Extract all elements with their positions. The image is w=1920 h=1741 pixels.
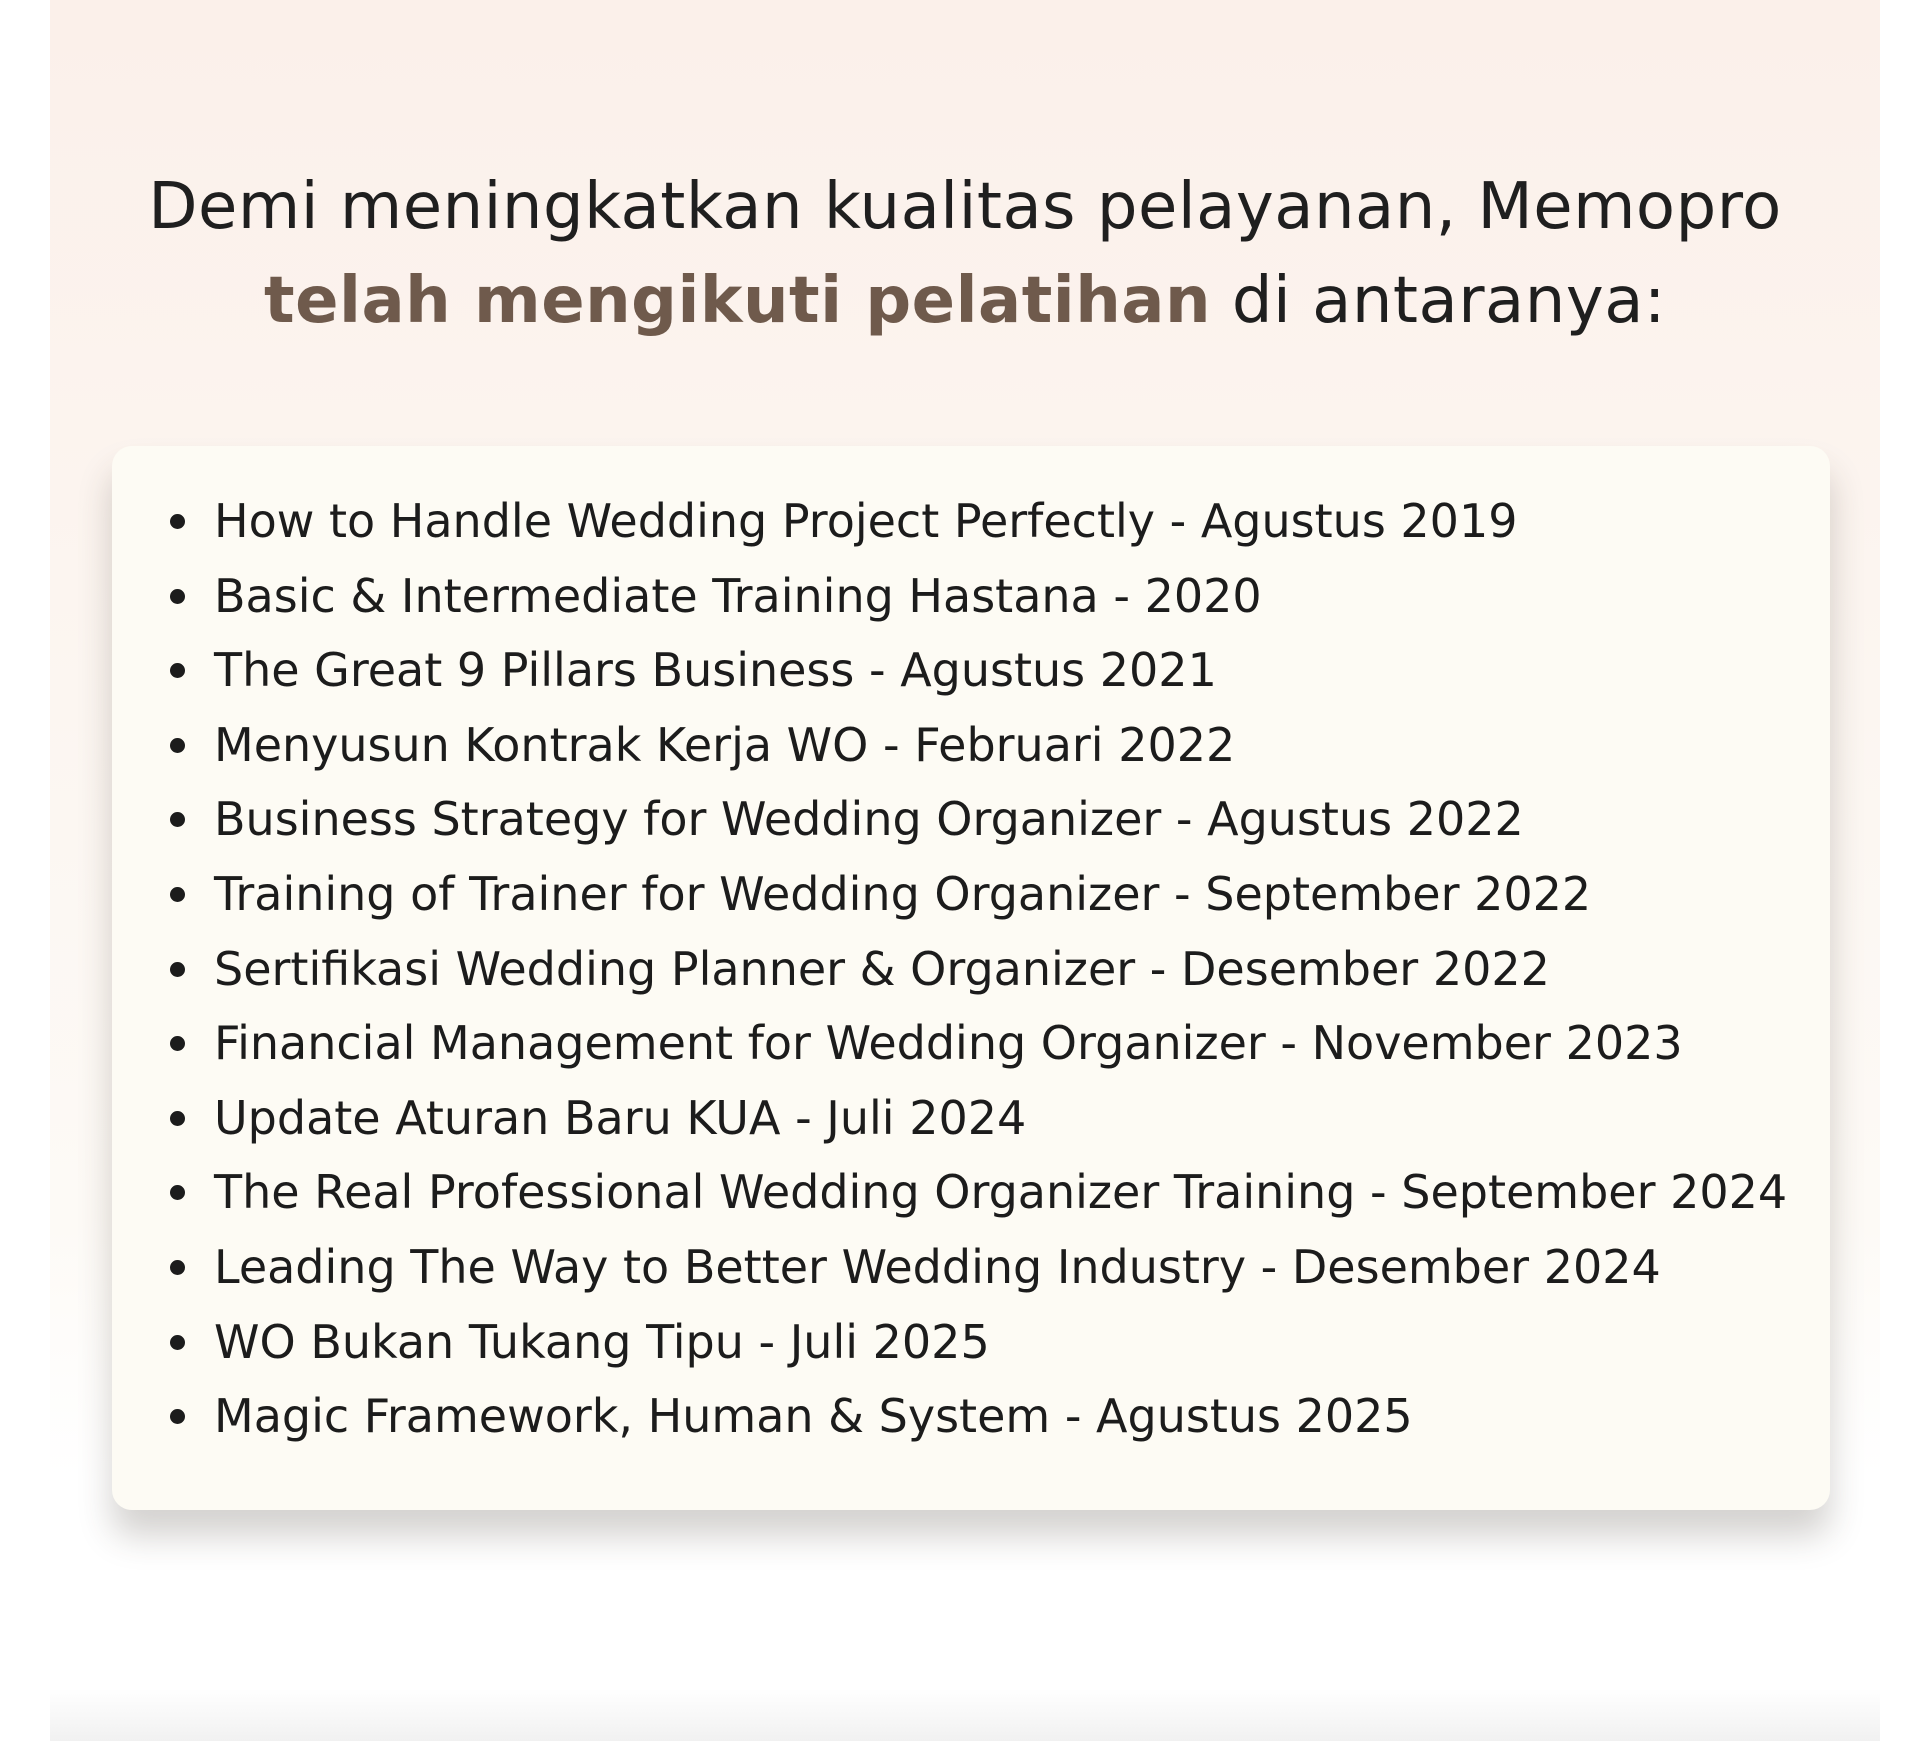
- training-label: Sertifikasi Wedding Planner & Organizer - Desember 2022: [214, 941, 1550, 996]
- list-item: [112, 857, 1830, 932]
- training-list: [112, 484, 1830, 1454]
- list-item: [112, 1006, 1830, 1081]
- training-label: Update Aturan Baru KUA - Juli 2024: [214, 1090, 1027, 1145]
- list-item: [112, 1155, 1830, 1230]
- bullet-icon: [170, 1260, 185, 1275]
- list-item: [112, 782, 1830, 857]
- bullet-icon: [170, 887, 185, 902]
- heading-highlight: telah mengikuti pelatihan: [264, 264, 1212, 338]
- training-label: Financial Management for Wedding Organizer - November 2023: [214, 1016, 1683, 1071]
- bullet-icon: [170, 962, 185, 977]
- training-list-card: [112, 446, 1830, 1510]
- bullet-icon: [170, 1111, 185, 1126]
- bullet-icon: [170, 1036, 185, 1051]
- list-item: [112, 1081, 1830, 1156]
- bullet-icon: [170, 663, 185, 678]
- training-label: The Great 9 Pillars Business - Agustus 2021: [214, 643, 1217, 698]
- bullet-icon: [170, 514, 185, 529]
- training-label: Leading The Way to Better Wedding Industry - Desember 2024: [214, 1239, 1661, 1294]
- training-label: WO Bukan Tukang Tipu - Juli 2025: [214, 1314, 990, 1369]
- bullet-icon: [170, 1335, 185, 1350]
- page-title: [50, 160, 1880, 348]
- list-item: [112, 484, 1830, 559]
- list-item: [112, 708, 1830, 783]
- training-label: Business Strategy for Wedding Organizer - Agustus 2022: [214, 792, 1524, 847]
- list-item: [112, 559, 1830, 634]
- list-item: [112, 1379, 1830, 1454]
- list-item: [112, 1230, 1830, 1305]
- list-item: [112, 932, 1830, 1007]
- training-label: Training of Trainer for Wedding Organizer - September 2022: [214, 866, 1592, 921]
- bullet-icon: [170, 738, 185, 753]
- bullet-icon: [170, 812, 185, 827]
- bullet-icon: [170, 1185, 185, 1200]
- training-label: The Real Professional Wedding Organizer Training - September 2024: [214, 1165, 1788, 1220]
- bullet-icon: [170, 589, 185, 604]
- training-label: How to Handle Wedding Project Perfectly - Agustus 2019: [214, 494, 1518, 548]
- training-label: Magic Framework, Human & System - Agustus 2025: [214, 1389, 1413, 1444]
- heading-line-2: di antaranya:: [1211, 264, 1666, 338]
- training-label: Basic & Intermediate Training Hastana - 2020: [214, 568, 1262, 623]
- heading-line-1: Demi meningkatkan kualitas pelayanan, Memopro: [148, 170, 1782, 244]
- list-item: [112, 633, 1830, 708]
- bullet-icon: [170, 1409, 185, 1424]
- list-item: [112, 1305, 1830, 1380]
- training-label: Menyusun Kontrak Kerja WO - Februari 2022: [214, 717, 1236, 772]
